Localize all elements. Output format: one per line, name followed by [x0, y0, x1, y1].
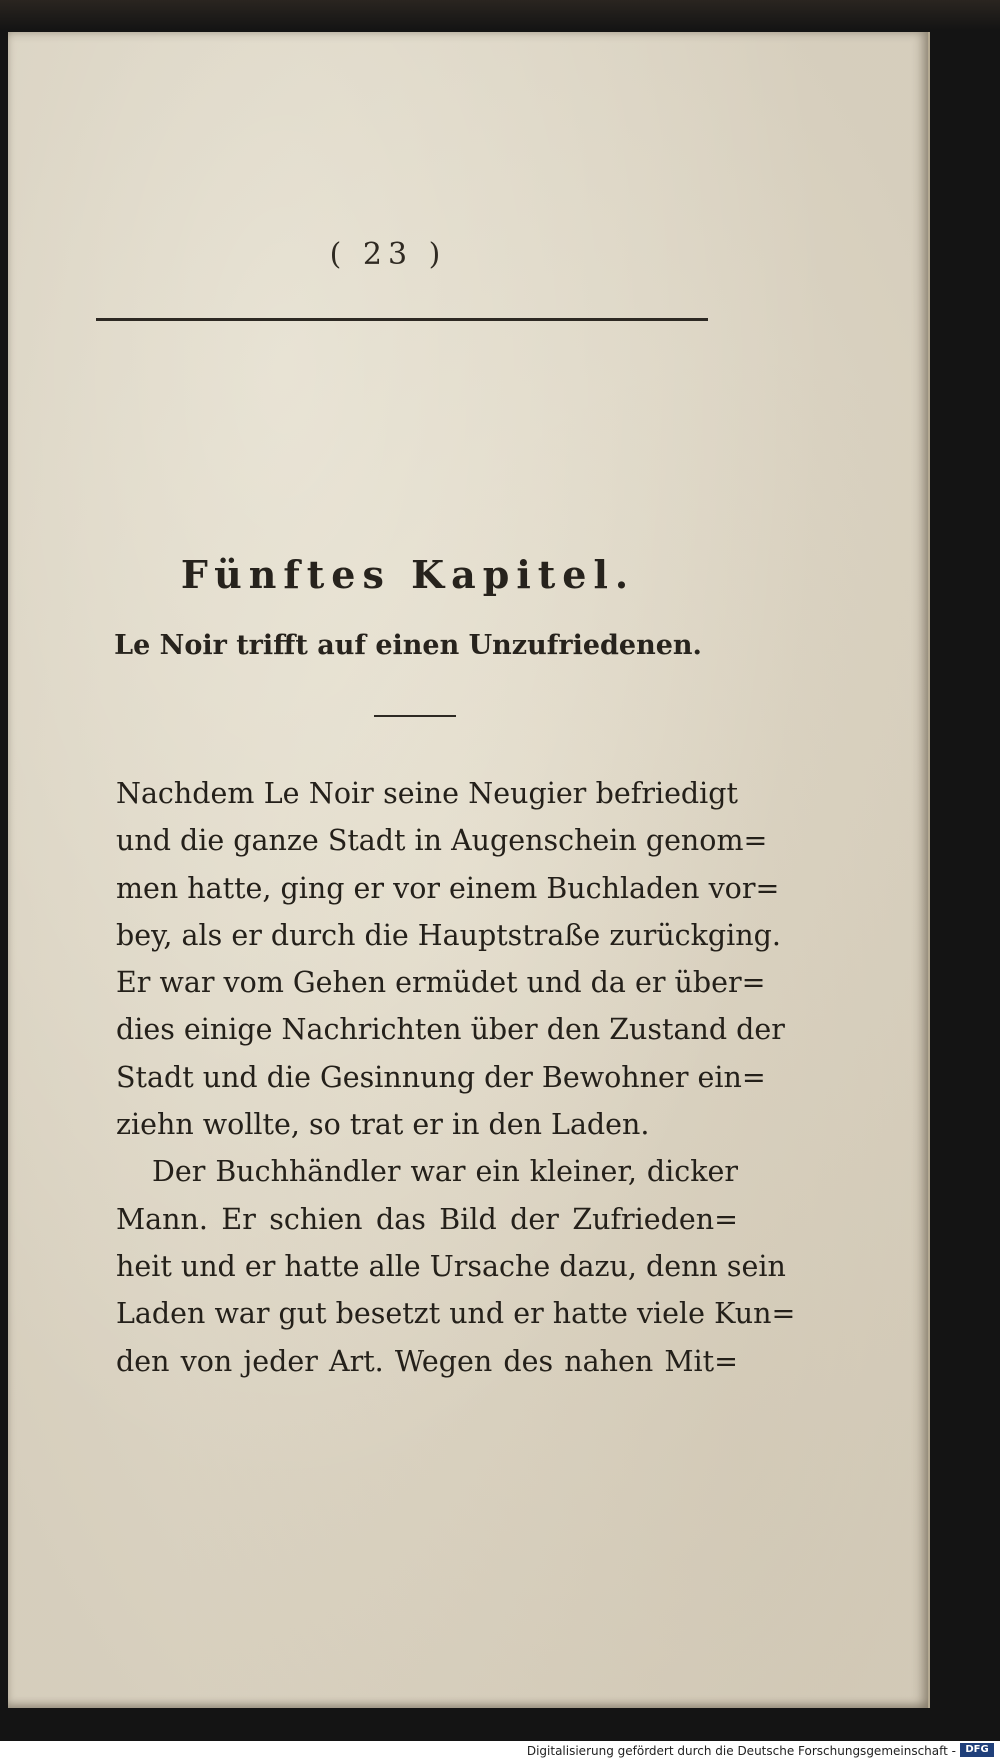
paragraph — [116, 770, 785, 1148]
text-line: Der Buchhändler war ein kleiner, dicker — [152, 1155, 738, 1189]
text-line: Laden war gut besetzt und er hatte viele Kun= — [116, 1297, 796, 1331]
body-text — [116, 770, 796, 1385]
text-line: Mann. Er schien das Bild der Zufrieden= — [116, 1202, 738, 1236]
scan-top-edge — [0, 0, 1000, 30]
chapter-subtitle: Le Noir trifft auf einen Unzufriedenen. — [114, 630, 702, 661]
text-line: heit und er hatte alle Ursache dazu, denn sein — [116, 1249, 786, 1283]
book-page — [8, 32, 930, 1708]
footer-credit: Digitalisierung gefördert durch die Deutsche Forschungsgemeinschaft - — [526, 1744, 956, 1758]
chapter-title: Fünftes Kapitel. — [180, 552, 636, 597]
text-line: men hatte, ging er vor einem Buchladen vor= — [116, 871, 780, 905]
dfg-logo-icon: DFG — [960, 1743, 994, 1757]
text-line: dies einige Nachrichten über den Zustand der — [116, 1013, 785, 1047]
text-line: Er war vom Gehen ermüdet und da er über= — [116, 966, 766, 1000]
text-line: ziehn wollte, so trat er in den Laden. — [116, 1108, 650, 1142]
text-line: den von jeder Art. Wegen des nahen Mit= — [116, 1344, 738, 1378]
section-divider — [374, 715, 456, 717]
text-line: Nachdem Le Noir seine Neugier befriedigt — [116, 777, 738, 810]
paragraph — [116, 1148, 796, 1384]
header-rule — [96, 318, 708, 321]
text-line: bey, als er durch die Hauptstraße zurückging. — [116, 918, 781, 952]
page-number: ( 23 ) — [329, 237, 447, 272]
text-line: und die ganze Stadt in Augenschein genom= — [116, 824, 768, 858]
text-line: Stadt und die Gesinnung der Bewohner ein= — [116, 1060, 766, 1094]
